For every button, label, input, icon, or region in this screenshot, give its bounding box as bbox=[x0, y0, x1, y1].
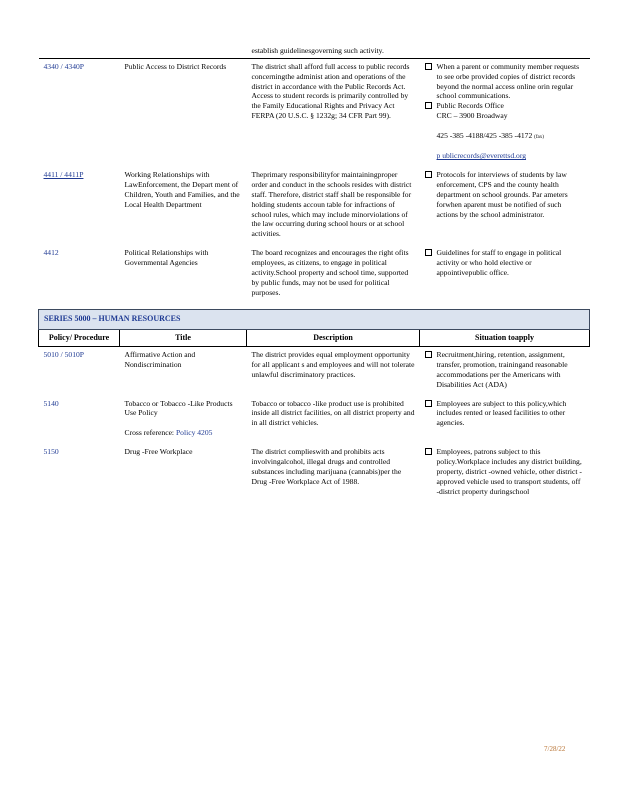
policy-situation bbox=[420, 347, 590, 396]
cross-reference-link[interactable]: Policy 4205 bbox=[175, 428, 213, 438]
policy-number[interactable]: 5140 bbox=[43, 398, 59, 408]
policy-number[interactable]: 4340 / 4340P bbox=[43, 61, 85, 71]
checkbox-icon bbox=[425, 171, 432, 178]
policy-situation bbox=[420, 396, 590, 444]
policy-description: The board recognizes and encourages the right ofits employees, as citizens, to engage in political activity.School property and school time, supported by public funds, may not be used for political purposes. bbox=[251, 248, 409, 297]
policy-description: Theprimary responsibilityfor maintainingproper order and conduct in the schools resides with district staff. Therefore, district staff shall be responsible for holding students accoun table for infractions of school rules, which may include minorviolations of the law occurring during school hours or at school activities. bbox=[251, 170, 412, 239]
policy-title-cell bbox=[120, 396, 247, 444]
policy-description: The district shall afford full access to public records concerningthe administ ation and operations of the district in accordance with the Public Records Act. Access to student records is primarily controlled by the Family Educational Rights and Privacy Act FERPA (20 U.S.C. § 1232g; 34 CFR Part 99). bbox=[251, 61, 410, 121]
policy-title: Tobacco or Tobacco -Like Products Use Policy bbox=[124, 398, 233, 418]
policy-situation bbox=[420, 58, 590, 167]
situation-item: Recruitment,hiring, retention, assignment, transfer, promotion, trainingand reasonable accommodations per the Americans with Disabilities Act (ADA) bbox=[425, 350, 585, 389]
table-row bbox=[39, 58, 590, 167]
policy-title: Public Access to District Records bbox=[124, 61, 227, 71]
policy-number[interactable]: 4412 bbox=[43, 248, 59, 258]
footer-date: 7/28/22 bbox=[544, 745, 566, 753]
checkbox-icon bbox=[425, 63, 432, 70]
table-row bbox=[39, 245, 590, 303]
office-phone: 425 -385 -4188/425 -385 -4172 bbox=[436, 130, 533, 140]
email-link[interactable]: p ublicrecords@everettsd.org bbox=[436, 151, 527, 161]
table-row bbox=[39, 444, 590, 502]
column-header-description: Description bbox=[247, 329, 420, 346]
policy-table-page bbox=[38, 40, 589, 502]
situation-item: Employees are subject to this policy,which includes rented or leased facilities to other agencies. bbox=[425, 399, 585, 429]
cross-reference-label: Cross reference: bbox=[124, 428, 175, 438]
policy-number[interactable]: 4411 / 4411P bbox=[43, 170, 84, 180]
policy-situation bbox=[420, 444, 590, 502]
policy-number[interactable]: 5010 / 5010P bbox=[43, 350, 85, 360]
situation-item: Protocols for interviews of students by law enforcement, CPS and the county health department on school grounds. Par ameters forwhen aparent must be notified of such actions by the school administrator. bbox=[425, 170, 585, 219]
checkbox-icon bbox=[425, 351, 432, 358]
situation-item: When a parent or community member requests to see orbe provided copies of district records beyond the normal access online orin regular school communications. bbox=[425, 62, 585, 101]
policy-number[interactable]: 5150 bbox=[43, 447, 59, 457]
office-address: CRC – 3900 Broadway bbox=[436, 111, 508, 121]
policy-situation bbox=[420, 245, 590, 303]
continuation-row bbox=[39, 40, 590, 58]
policy-situation bbox=[420, 167, 590, 245]
table-row bbox=[39, 167, 590, 245]
series-header-row bbox=[39, 310, 590, 329]
column-header-situation: Situation toapply bbox=[420, 329, 590, 346]
series-header: SERIES 5000 – HUMAN RESOURCES bbox=[39, 310, 590, 329]
policy-title: Working Relationships with LawEnforcement, the Depart ment of Children, Youth and Families, and the Local Health Department bbox=[124, 170, 240, 209]
column-header-title: Title bbox=[120, 329, 247, 346]
situation-item: Guidelines for staff to engage in political activity or who hold elective or appointivepublic office. bbox=[425, 248, 585, 278]
situation-item bbox=[425, 101, 585, 161]
situation-item: Employees, patrons subject to this policy.Workplace includes any district building, property, district -owned vehicle, other district -approved vehicle used to transport students, off -district property duringschool bbox=[425, 447, 585, 496]
policy-description: The district complieswith and prohibits acts involvingalcohol, illegal drugs and controlled substances including marijuana (cannabis)per the Drug -Free Workplace Act of 1988. bbox=[251, 447, 402, 486]
column-header-policy: Policy/ Procedure bbox=[39, 329, 120, 346]
column-header-row bbox=[39, 329, 590, 346]
checkbox-icon bbox=[425, 249, 432, 256]
table-row bbox=[39, 347, 590, 396]
policy-title: Drug -Free Workplace bbox=[124, 447, 193, 457]
policy-table bbox=[38, 40, 590, 502]
policy-title: Political Relationships with Governmental Agencies bbox=[124, 248, 209, 267]
policy-description: The district provides equal employment opportunity for all applicant s and employees and will not tolerate unlawful discriminatory practices. bbox=[251, 350, 415, 379]
office-name: Public Records Office bbox=[436, 101, 504, 111]
policy-title: Affirmative Action and Nondiscrimination bbox=[124, 350, 196, 370]
fax-label: (fax) bbox=[534, 134, 544, 140]
continuation-text: establish guidelinesgoverning such activity. bbox=[247, 40, 420, 58]
table-row bbox=[39, 396, 590, 444]
checkbox-icon bbox=[425, 102, 432, 109]
checkbox-icon bbox=[425, 400, 432, 407]
checkbox-icon bbox=[425, 448, 432, 455]
policy-description: Tobacco or tobacco -like product use is prohibited inside all district facilities, on all district property and in all district vehicles. bbox=[251, 398, 415, 428]
